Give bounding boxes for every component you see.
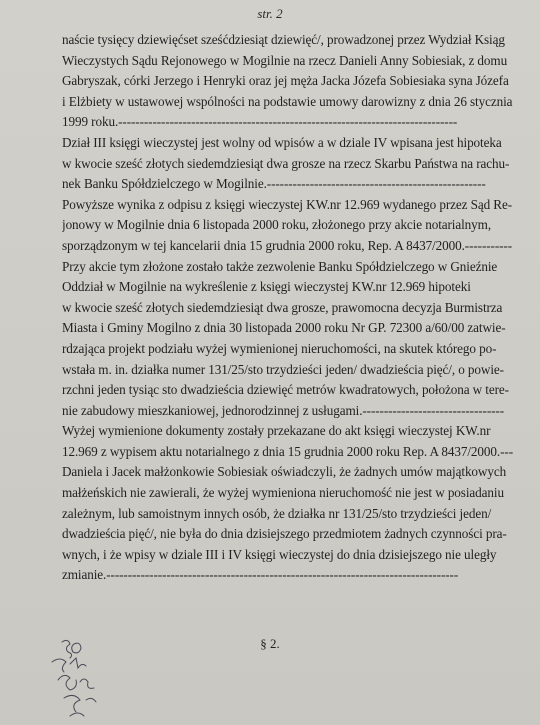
text-line: rzchni jeden tysiąc sto dwadzieścia dziewięć metrów kwadratowych, położona w tere- (62, 382, 509, 398)
text-line: nie zabudowy mieszkaniowej, jednorodzinnej z usługami.--------------------------------- (62, 402, 505, 418)
text-line: i Elżbiety w ustawowej wspólności na podstawie umowy darowizny z dnia 26 stycznia (62, 93, 513, 109)
text-line: 12.969 z wypisem aktu notarialnego z dnia 15 grudnia 2000 roku Rep. A 8437/2000.--- (62, 443, 513, 459)
text-line: dwadzieścia pięć/, nie była do dnia dzisiejszego przedmiotem żadnych czynności pra- (62, 526, 507, 542)
text-line: jonowy w Mogilnie dnia 6 listopada 2000 roku, złożonego przy akcie notarialnym, (62, 217, 492, 233)
text-line: małżeńskich nie zawierali, że wyżej wymieniona nieruchomość nie jest w posiadaniu (62, 485, 504, 501)
text-line: Przy akcie tym złożone zostało także zezwolenie Banku Spółdzielczego w Gnieźnie (62, 258, 498, 274)
text-line: Gabryszak, córki Jerzego i Henryki oraz jej męża Jacka Józefa Sobiesiaka syna Józefa (62, 73, 509, 89)
text-line: Wyżej wymienione dokumenty zostały przekazane do akt księgi wieczystej KW.nr (62, 423, 491, 439)
text-line: 1999 roku.------------------------------------------------------------------------------- (62, 114, 458, 130)
text-line: Daniela i Jacek małżonkowie Sobiesiak oświadczyli, że żadnych umów majątkowych (62, 464, 507, 480)
text-line: wstała m. in. działka numer 131/25/sto trzydzieści jeden/ dwadzieścia pięć/, o powie- (62, 361, 504, 377)
text-line: zależnym, lub samoistnym innych osób, że działka nr 131/25/sto trzydzieści jeden/ (62, 505, 492, 521)
text-line: Powyższe wynika z odpisu z księgi wieczystej KW.nr 12.969 wydanego przez Sąd Re- (62, 196, 513, 212)
text-line: wnych, i że wpisy w dziale III i IV księgi wieczystej do dnia dzisiejszego nie uległy (62, 546, 497, 562)
section-mark: § 2. (260, 636, 280, 651)
text-line: zmianie.---------------------------------------------------------------------------------- (62, 567, 459, 583)
text-line: Dział III księgi wieczystej jest wolny od wpisów a w dziale IV wpisana jest hipoteka (62, 134, 502, 150)
text-line: Oddział w Mogilnie na wykreślenie z księgi wieczystej KW.nr 12.969 hipoteki (62, 279, 471, 295)
text-line: nek Banku Spółdzielczego w Mogilnie.--------------------------------------------------- (62, 176, 486, 192)
text-line: sporządzonym w tej kancelarii dnia 15 grudnia 2000 roku, Rep. A 8437/2000.----------- (62, 237, 513, 253)
page-number: str. 2 (257, 6, 283, 21)
text-line: rdzająca projekt podziału wyżej wymienionej nieruchomości, na skutek którego po- (62, 340, 497, 356)
text-line: w kwocie sześć złotych siedemdziesiąt dwa grosze na rzecz Skarbu Państwa na rachu- (62, 155, 510, 171)
document-body (62, 30, 530, 586)
text-line: w kwocie sześć złotych siedemdziesiąt dwa grosze, prawomocna decyzja Burmistrza (62, 299, 503, 315)
text-line: Wieczystych Sądu Rejonowego w Mogilnie na rzecz Danieli Anny Sobiesiak, z domu (62, 52, 508, 68)
text-line: Miasta i Gminy Mogilno z dnia 30 listopada 2000 roku Nr GP. 72300 a/60/00 zatwie- (62, 320, 506, 336)
handwritten-annotation (40, 636, 130, 720)
text-line: naście tysięcy dziewięćset sześćdziesiąt dziewięć/, prowadzonej przez Wydział Ksiąg (62, 32, 505, 47)
